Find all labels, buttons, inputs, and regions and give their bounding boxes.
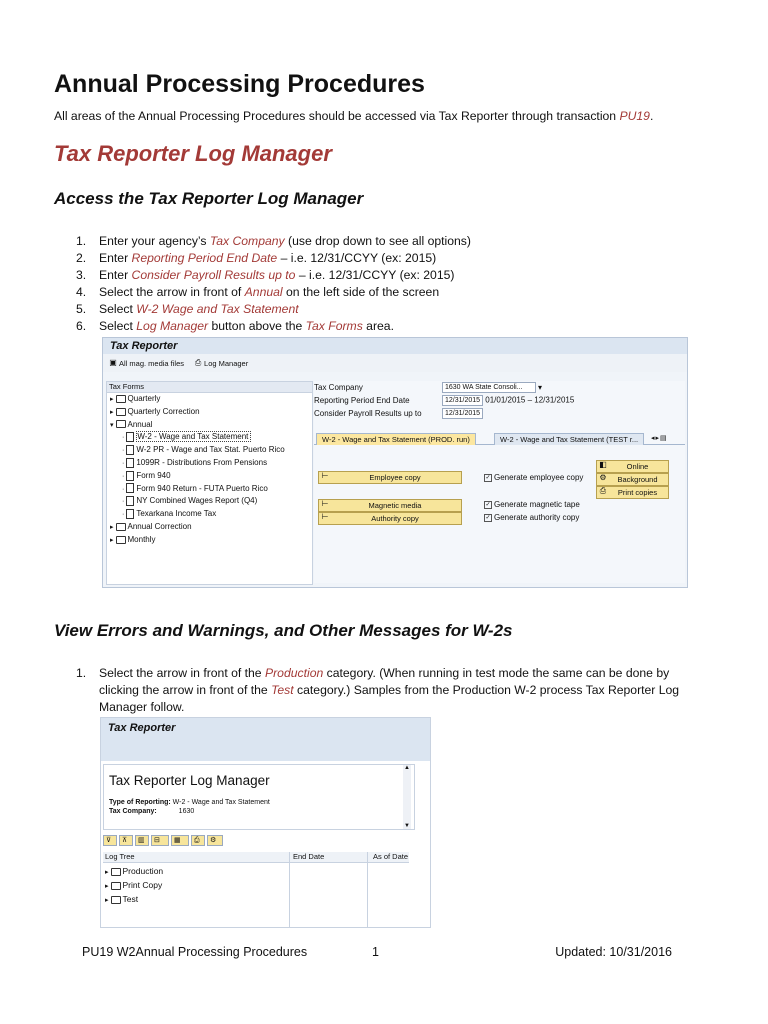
consider-payroll-label: Consider Payroll Results up to <box>314 409 422 418</box>
tree-bullet-icon: · <box>122 447 125 455</box>
tab-test-run[interactable]: W-2 - Wage and Tax Statement (TEST r... <box>494 433 644 445</box>
settings-icon[interactable]: ⚙ <box>207 835 223 846</box>
tab-left-icon[interactable]: ◂ <box>651 435 656 442</box>
intro-paragraph <box>54 109 653 123</box>
collapsed-arrow-icon[interactable]: ▸ <box>110 408 114 416</box>
collapsed-arrow-icon[interactable]: ▸ <box>105 869 109 876</box>
execute-icon: ⊢ <box>321 471 329 480</box>
type-value: W-2 - Wage and Tax Statement <box>172 799 270 806</box>
period-end-field[interactable]: 12/31/2015 <box>442 395 483 406</box>
tree-item-label: Texarkana Income Tax <box>136 509 217 519</box>
sap-toolbar <box>103 354 687 372</box>
tree-item-label: Form 940 <box>136 470 171 480</box>
list-item: 5. Select W-2 Wage and Tax Statement <box>76 302 299 316</box>
log-manager-screenshot <box>100 717 431 928</box>
list-item: 4. Select the arrow in front of Annual on the left side of the screen <box>76 285 440 299</box>
scroll-down-icon[interactable]: ▼ <box>404 823 410 829</box>
generate-employee-checkbox[interactable]: ✓ Generate employee copy <box>485 473 584 482</box>
list-item: 1. Select the arrow in front of the Production category. (When running in test mode the same can be done by clicking the arrow in front of the Test category.) Samples from the Production W-2 process Tax Reporter Log Manager follow. <box>76 666 680 714</box>
tree-item-label: Quarterly <box>127 394 161 403</box>
period-end-label: Reporting Period End Date <box>314 396 410 405</box>
folder-icon <box>116 536 126 544</box>
tree-item-label: Monthly <box>127 534 156 544</box>
tree-bullet-icon: · <box>122 485 125 493</box>
tree-item[interactable] <box>110 431 312 444</box>
tree-item-label: W-2 - Wage and Tax Statement <box>136 431 251 442</box>
collapsed-arrow-icon[interactable]: ▸ <box>110 536 114 544</box>
subsection-view-errors: View Errors and Warnings, and Other Messages for W-2s <box>54 621 513 640</box>
checkbox-checked-icon: ✓ <box>485 514 491 521</box>
page-title: Annual Processing Procedures <box>54 70 425 98</box>
parameters-panel <box>314 381 685 583</box>
tree-item[interactable] <box>110 483 312 496</box>
period-sep: – <box>527 395 533 405</box>
col-as-of-date: As of Date <box>373 852 409 861</box>
employee-copy-button[interactable]: ⊢ Employee copy <box>318 471 462 484</box>
intro-text: All areas of the Annual Processing Procedures should be accessed via Tax Reporter through transaction <box>54 109 620 123</box>
layout-icon[interactable]: ⊟ <box>151 835 169 846</box>
type-label: Type of Reporting: <box>109 799 171 806</box>
company-label: Tax Company: <box>109 808 157 815</box>
checkbox-checked-icon: ✓ <box>485 474 491 481</box>
tree-bullet-icon: · <box>122 472 125 480</box>
document-icon <box>126 471 134 481</box>
tree-item[interactable] <box>110 444 312 457</box>
print-copies-button[interactable]: ⎙ Print copies <box>596 486 669 499</box>
collapse-all-icon[interactable]: ⊼ <box>119 835 133 846</box>
expand-all-icon[interactable]: ⊽ <box>103 835 117 846</box>
tree-item-label: Annual Correction <box>127 521 192 531</box>
document-icon <box>126 496 134 506</box>
generate-authority-checkbox[interactable]: ✓ Generate authority copy <box>485 513 580 522</box>
details-icon[interactable]: ▥ <box>135 835 149 846</box>
tree-item[interactable] <box>110 495 312 508</box>
tax-company-label: Tax Company <box>314 383 363 392</box>
tax-forms-tree <box>106 381 313 585</box>
folder-icon <box>116 523 126 531</box>
tax-company-field[interactable]: 1630 WA State Consoli... ▾ <box>442 382 544 393</box>
tree-item-label: Annual <box>127 419 153 429</box>
online-button[interactable]: ◧ Online <box>596 460 669 473</box>
footer-page-number: 1 <box>372 945 379 959</box>
consider-payroll-field[interactable]: 12/31/2015 <box>442 408 483 419</box>
expanded-arrow-icon[interactable]: ▾ <box>110 421 114 429</box>
sap-window-title: Tax Reporter <box>101 718 430 739</box>
dropdown-icon[interactable]: ▾ <box>537 382 542 392</box>
folder-icon <box>111 896 121 904</box>
scroll-up-icon[interactable]: ▲ <box>404 765 410 771</box>
tab-right-icon[interactable]: ▸ <box>655 435 661 442</box>
tree-item[interactable] <box>110 406 312 419</box>
execute-icon: ⊢ <box>321 499 329 508</box>
document-icon <box>126 509 134 519</box>
log-manager-header-box <box>103 764 415 830</box>
intro-transaction-link: PU19 <box>619 109 650 123</box>
log-tree-items <box>105 865 163 907</box>
list-item: 6. Select Log Manager button above the Tax Forms area. <box>76 319 394 333</box>
background-icon: ⚙ <box>599 473 607 482</box>
log-manager-button[interactable]: ⎙ Log Manager <box>194 358 249 368</box>
folder-icon <box>116 420 126 428</box>
online-icon: ◧ <box>599 460 607 469</box>
tree-item-label: W-2 PR - Wage and Tax Stat. Puerto Rico <box>136 445 285 455</box>
log-tree-item[interactable] <box>105 865 163 879</box>
log-tree-header <box>103 852 409 863</box>
intro-end: . <box>649 109 654 123</box>
period-to: 12/31/2015 <box>534 395 575 405</box>
subsection-access: Access the Tax Reporter Log Manager <box>54 189 364 208</box>
list-item: 1. Enter your agency’s Tax Company (use drop down to see all options) <box>76 234 471 248</box>
folder-icon <box>116 408 126 416</box>
tree-bullet-icon: · <box>122 434 125 442</box>
log-tree-item-label: Test <box>122 894 139 904</box>
tree-item-label: 1099R - Distributions From Pensions <box>136 457 268 467</box>
tree-item[interactable] <box>110 419 312 432</box>
collapsed-arrow-icon[interactable]: ▸ <box>110 396 114 403</box>
tree-item[interactable] <box>110 393 312 406</box>
tree-item-label: Quarterly Correction <box>127 406 200 416</box>
media-files-icon: ▣ <box>109 358 117 367</box>
log-tree-item-label: Production <box>122 866 164 876</box>
collapsed-arrow-icon[interactable]: ▸ <box>110 523 114 531</box>
all-mag-media-files-button[interactable]: ▣ All mag. media files <box>109 358 185 368</box>
list-item: 3. Enter Consider Payroll Results up to – i.e. 12/31/CCYY (ex: 2015) <box>76 268 455 282</box>
col-end-date: End Date <box>293 852 325 861</box>
tab-scroll-buttons[interactable] <box>651 434 668 442</box>
collapsed-arrow-icon[interactable]: ▸ <box>105 883 109 890</box>
document-icon <box>126 458 134 468</box>
execute-icon: ⊢ <box>321 512 329 521</box>
log-tree-item[interactable] <box>105 879 163 893</box>
folder-icon <box>111 868 121 876</box>
tree-item-label: NY Combined Wages Report (Q4) <box>136 496 258 506</box>
access-steps-list <box>54 233 471 335</box>
section-title: Tax Reporter Log Manager <box>54 141 332 166</box>
scrollbar[interactable] <box>403 765 411 829</box>
magnetic-media-button[interactable]: ⊢ Magnetic media <box>318 499 462 512</box>
tree-item[interactable] <box>110 470 312 483</box>
print-icon[interactable]: ⎙ <box>191 835 205 846</box>
log-toolbar <box>103 835 223 846</box>
grid-icon[interactable]: ▦ <box>171 835 189 846</box>
tab-prod-run[interactable]: W-2 - Wage and Tax Statement (PROD. run) <box>316 433 476 445</box>
background-button[interactable]: ⚙ Background <box>596 473 669 486</box>
generate-magnetic-checkbox[interactable]: ✓ Generate magnetic tape <box>485 500 580 509</box>
tax-reporter-screenshot <box>102 337 688 588</box>
document-icon <box>126 432 134 442</box>
document-icon <box>126 483 134 493</box>
log-tree-item-label: Print Copy <box>122 880 163 890</box>
tree-header: Tax Forms <box>107 382 312 393</box>
tree-item[interactable] <box>110 508 312 521</box>
authority-copy-button[interactable]: ⊢ Authority copy <box>318 512 462 525</box>
sap-window-title: Tax Reporter <box>103 338 687 354</box>
tree-item[interactable] <box>110 457 312 470</box>
footer-updated: Updated: 10/31/2016 <box>555 945 672 959</box>
checkbox-checked-icon: ✓ <box>485 501 491 508</box>
tree-bullet-icon: · <box>122 511 125 519</box>
period-from: 01/01/2015 <box>485 395 526 405</box>
log-manager-heading: Tax Reporter Log Manager <box>109 773 270 788</box>
folder-icon <box>111 882 121 890</box>
tree-items <box>107 393 312 547</box>
tree-item[interactable] <box>110 521 312 534</box>
col-log-tree: Log Tree <box>105 852 135 861</box>
footer-left: PU19 W2Annual Processing Procedures <box>82 945 308 959</box>
tree-item-label: Form 940 Return - FUTA Puerto Rico <box>136 483 268 493</box>
folder-icon <box>116 395 126 403</box>
print-icon: ⎙ <box>599 486 607 495</box>
log-tree-item[interactable] <box>105 893 163 907</box>
collapsed-arrow-icon[interactable]: ▸ <box>105 897 109 904</box>
company-value: 1630 <box>178 808 195 815</box>
list-item: 2. Enter Reporting Period End Date – i.e. 12/31/CCYY (ex: 2015) <box>76 251 437 265</box>
tree-bullet-icon: · <box>122 459 125 467</box>
view-errors-steps-list <box>54 665 704 716</box>
document-icon <box>126 445 134 455</box>
tree-item[interactable] <box>110 534 312 547</box>
log-manager-icon: ⎙ <box>194 358 202 367</box>
tree-bullet-icon: · <box>122 498 125 506</box>
tab-list-icon[interactable]: ▤ <box>660 435 668 442</box>
